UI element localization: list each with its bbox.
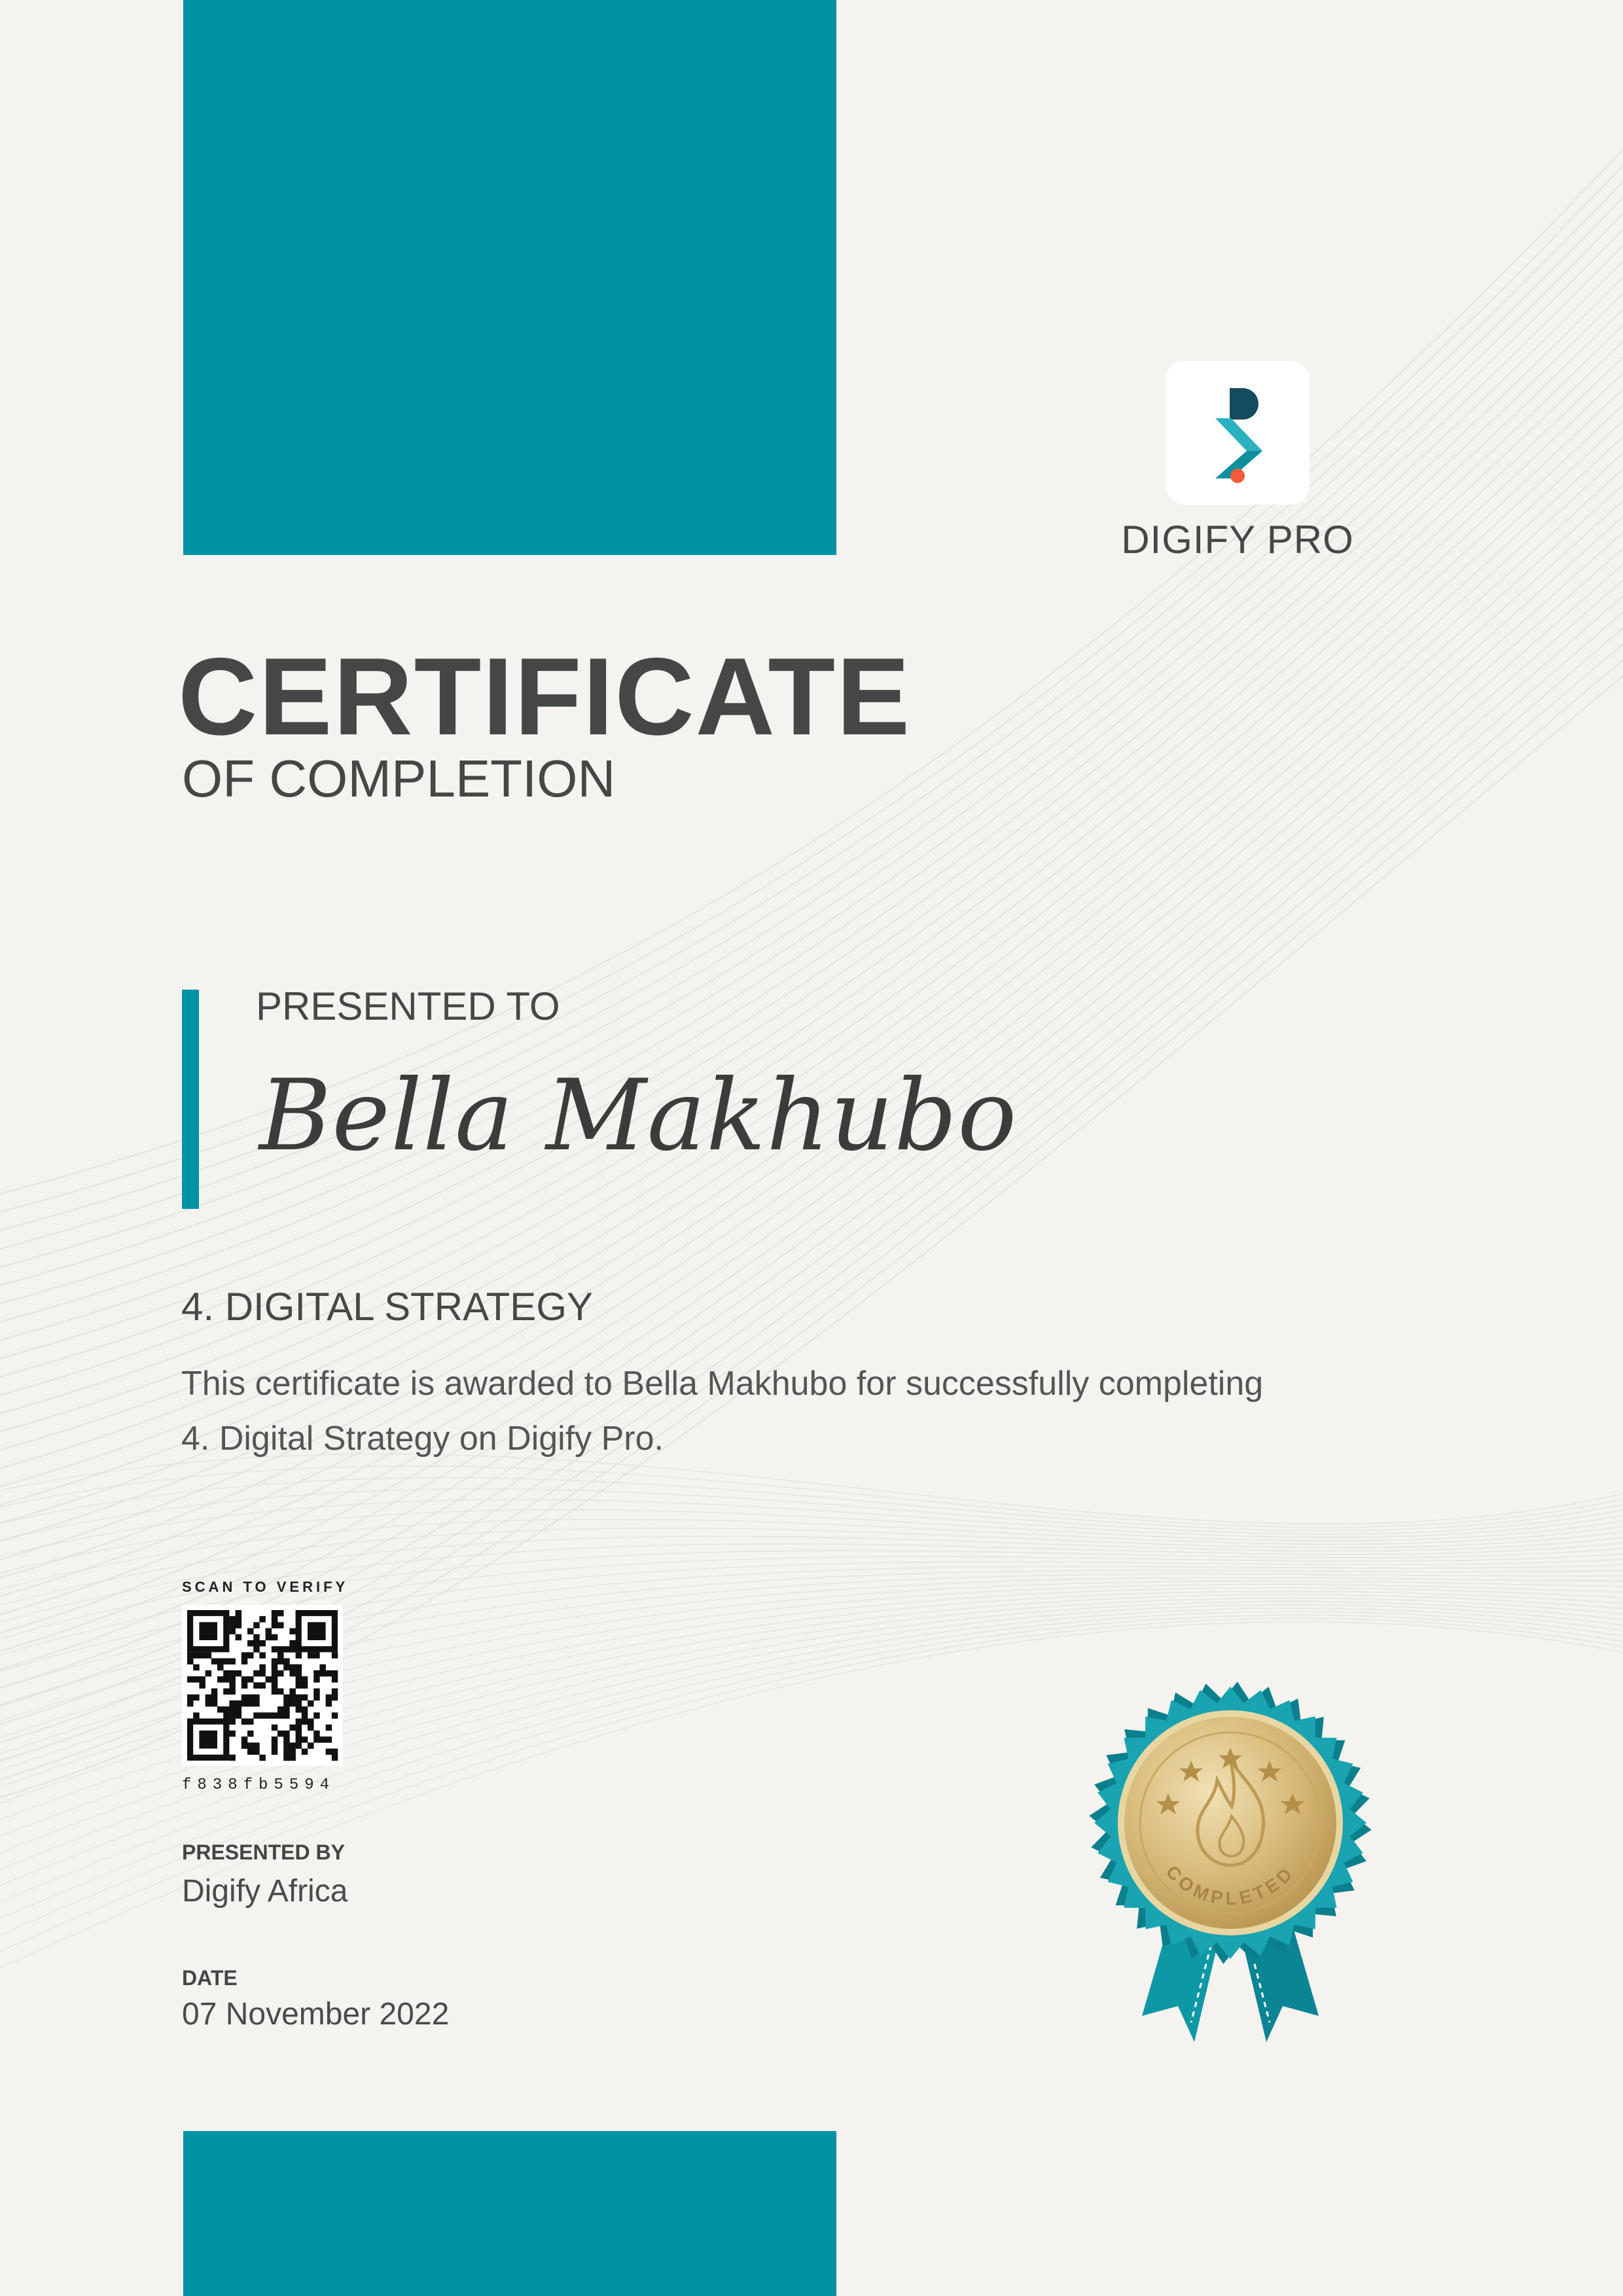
course-title: 4. DIGITAL STRATEGY: [181, 1285, 594, 1329]
recipient-accent-bar: [182, 990, 199, 1209]
presented-to-label: PRESENTED TO: [256, 984, 560, 1028]
award-ribbon-icon: [1086, 1676, 1374, 2042]
verification-code: f838fb5594: [182, 1776, 336, 1794]
presented-by-value: Digify Africa: [182, 1874, 348, 1909]
digify-logo-icon: [1166, 361, 1310, 505]
qr-code-icon[interactable]: [182, 1605, 343, 1766]
scan-to-verify-label: SCAN TO VERIFY: [182, 1579, 349, 1595]
certificate-description: This certificate is awarded to Bella Makhubo for successfully completing 4. Digital Strategy on Digify Pro.: [181, 1365, 1264, 1458]
certificate-subtitle: OF COMPLETION: [182, 749, 616, 808]
presented-by-label: PRESENTED BY: [182, 1840, 345, 1864]
date-label: DATE: [182, 1966, 238, 1990]
bottom-accent-block: [183, 2131, 836, 2296]
top-accent-block: [183, 0, 836, 555]
certificate-title: CERTIFICATE: [178, 635, 912, 758]
recipient-name: Bella Makhubo: [259, 1059, 1018, 1173]
brand-name: DIGIFY PRO: [1121, 518, 1354, 562]
seal-text: COMPLETED: [1162, 1861, 1299, 1909]
date-value: 07 November 2022: [182, 1997, 450, 2032]
